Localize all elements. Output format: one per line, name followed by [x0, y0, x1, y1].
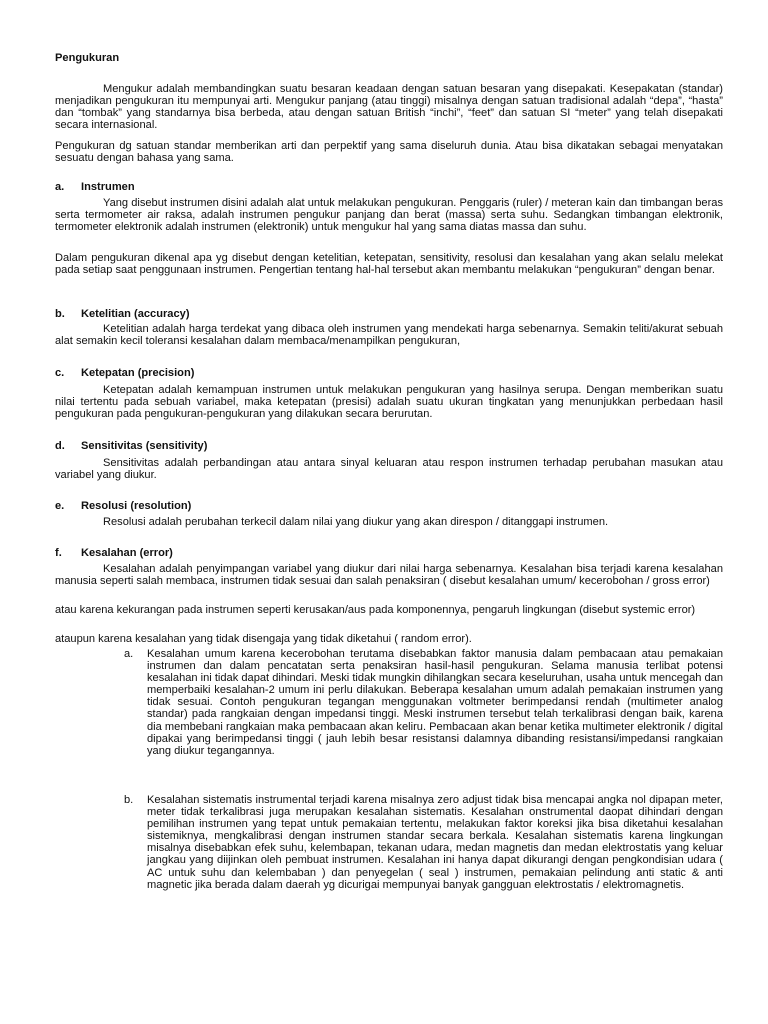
section-paragraph: Dalam pengukuran dikenal apa yg disebut dengan ketelitian, ketepatan, sensitivity, resolusi dan kesalahan yang akan selalu melekat pada setiap saat penggunaan instrumen. Pengertian tentang hal-hal tersebut akan membantu melakukan “pengukuran” dengan benar. — [55, 252, 723, 277]
section-label: a. — [55, 181, 65, 193]
section-heading — [55, 500, 191, 512]
section-label: b. — [55, 308, 65, 320]
section-paragraph: Ketelitian adalah harga terdekat yang dibaca oleh instrumen yang mendekati harga sebenarnya. Semakin teliti/akurat sebuah alat semakin kecil toleransi kesalahan dalam membaca/menampilkan pengukuran, — [55, 323, 723, 348]
section-label: d. — [55, 440, 65, 452]
section-paragraph: atau karena kekurangan pada instrumen seperti kerusakan/aus pada komponennya, pengaruh lingkungan (disebut systemic error) — [55, 604, 696, 616]
list-marker: a. — [124, 648, 134, 660]
list-marker: b. — [124, 794, 134, 806]
section-heading — [55, 440, 207, 452]
section-paragraph: Kesalahan adalah penyimpangan variabel yang diukur dari nilai harga sebenarnya. Kesalahan bisa terjadi karena kesalahan manusia seperti salah membaca, instrumen tidak sesuai dan salah penaksiran ( disebut kesalahan umum/ kecerobohan / gross error) — [55, 563, 723, 588]
section-heading — [55, 547, 173, 559]
section-paragraph: Ketepatan adalah kemampuan instrumen untuk melakukan pengukuran yang hasilnya serupa. Dengan memberikan suatu nilai tertentu pada sebuah variabel, maka ketepatan (presisi) adalah suatu ukuran tingkatan yang menunjukkan perbedaan hasil pengukuran pada pengukuran-pengukuran yang dilakukan secara berurutan. — [55, 384, 723, 421]
section-label: f. — [55, 547, 62, 559]
list-item-text: Kesalahan umum karena kecerobohan terutama disebabkan faktor manusia dalam pembacaan atau pemakaian instrumen dan dalam pencatatan serta penaksiran hasil-hasil pengukuran. Selama manusia terlibat potensi kesalahan ini tidak dapat dihindari. Meski tidak mungkin dihilangkan secara keseluruhan, usaha untuk mencegah dan memperbaiki kesalahan-2 umum ini perlu dilakukan. Beberapa kesalahan umum adalah pemakaian instrumen yang tidak sesuai. Contoh pengukuran tegangan menggunakan voltmeter berimpedansi rendah (multimeter analog standar) pada rangkaian dengan impedansi tinggi. Meski instrumen tersebut telah terkalibrasi dengan baik, karena dia membebani rangkaian maka pembacaan akan keliru. Pembacaan akan benar ketika multimeter elektronik / digital dipakai yang berimpedansi tinggi ( jauh lebih besar resistansi dalamnya dibanding resistansi/impedansi rangkaian yang diukur tegangannya. — [147, 648, 724, 757]
section-title: Resolusi (resolution) — [81, 500, 192, 512]
section-paragraph: Sensitivitas adalah perbandingan atau antara sinyal keluaran atau respon instrumen terhadap perubahan masukan atau variabel yang diukur. — [55, 457, 723, 482]
section-title: Sensitivitas (sensitivity) — [81, 440, 208, 452]
list-item — [124, 648, 723, 757]
section-label: e. — [55, 500, 65, 512]
section-paragraph: Resolusi adalah perubahan terkecil dalam nilai yang diukur yang akan direspon / ditanggapi instrumen. — [103, 516, 609, 528]
list-item-text: Kesalahan sistematis instrumental terjadi karena misalnya zero adjust tidak bisa mencapai angka nol dipapan meter, meter tidak terkalibrasi juga merupakan kesalahan sistematis. Kesalahan onstrumental daopat dihindari dengan pemilihan instrumen yang tepat untuk pemakaian tertentu, melakukan faktor koreksi jika bisa diketahui kesalahan sistemiknya, mengkalibrasi dengan instrumen standar secara berkala. Kesalahan sistematis karena lingkungan misalnya disebabkan efek suhu, kelembapan, tekanan udara, medan magnetis dan medan elektrostatis yang keluar jangkau yang diijinkan oleh pembuat instrumen. Kesalahan ini hanya dapat dikurangi dengan pengkondisian udara ( AC untuk suhu dan kelembaban ) dan penyegelan ( seal ) instrumen, pemakaian pelindung anti static & anti magnetic jika berada dalam daerah yg dicurigai mempunyai banyak gangguan elektrostatis / elektromagnetis. — [147, 794, 723, 891]
section-title: Ketepatan (precision) — [81, 367, 195, 379]
intro-paragraph: Pengukuran dg satuan standar memberikan arti dan perpektif yang sama diseluruh dunia. Atau bisa dikatakan sebagai menyatakan sesuatu dengan bahasa yang sama. — [55, 140, 723, 165]
section-heading — [55, 181, 135, 193]
section-title: Ketelitian (accuracy) — [81, 308, 190, 320]
section-title: Kesalahan (error) — [81, 547, 173, 559]
intro-paragraph: Mengukur adalah membandingkan suatu besaran keadaan dengan satuan besaran yang disepakati. Kesepakatan (standar) menjadikan pengukuran itu mempunyai arti. Mengukur panjang (atau tinggi) misalnya dengan satuan tradisional adalah “depa”, “hasta” dan “tombak” yang standarnya bisa berbeda, atau dengan satuan British “inchi”, “feet” dan satuan SI “meter” yang telah disepakati secara internasional. — [55, 83, 723, 132]
section-heading — [55, 367, 194, 379]
section-paragraph: ataupun karena kesalahan yang tidak disengaja yang tidak diketahui ( random error). — [55, 633, 472, 645]
page-title: Pengukuran — [55, 52, 120, 64]
section-heading — [55, 308, 190, 320]
section-title: Instrumen — [81, 181, 135, 193]
section-paragraph: Yang disebut instrumen disini adalah alat untuk melakukan pengukuran. Penggaris (ruler) / meteran kain dan timbangan beras serta termometer air raksa, adalah instrumen pengukur panjang dan berat (massa) serta suhu. Sedangkan timbangan elektronik, termometer elektronik adalah instrumen (elektronik) untuk mengukur hal yang sama diatas massa dan suhu. — [55, 197, 723, 234]
list-item — [124, 794, 723, 891]
section-label: c. — [55, 367, 65, 379]
